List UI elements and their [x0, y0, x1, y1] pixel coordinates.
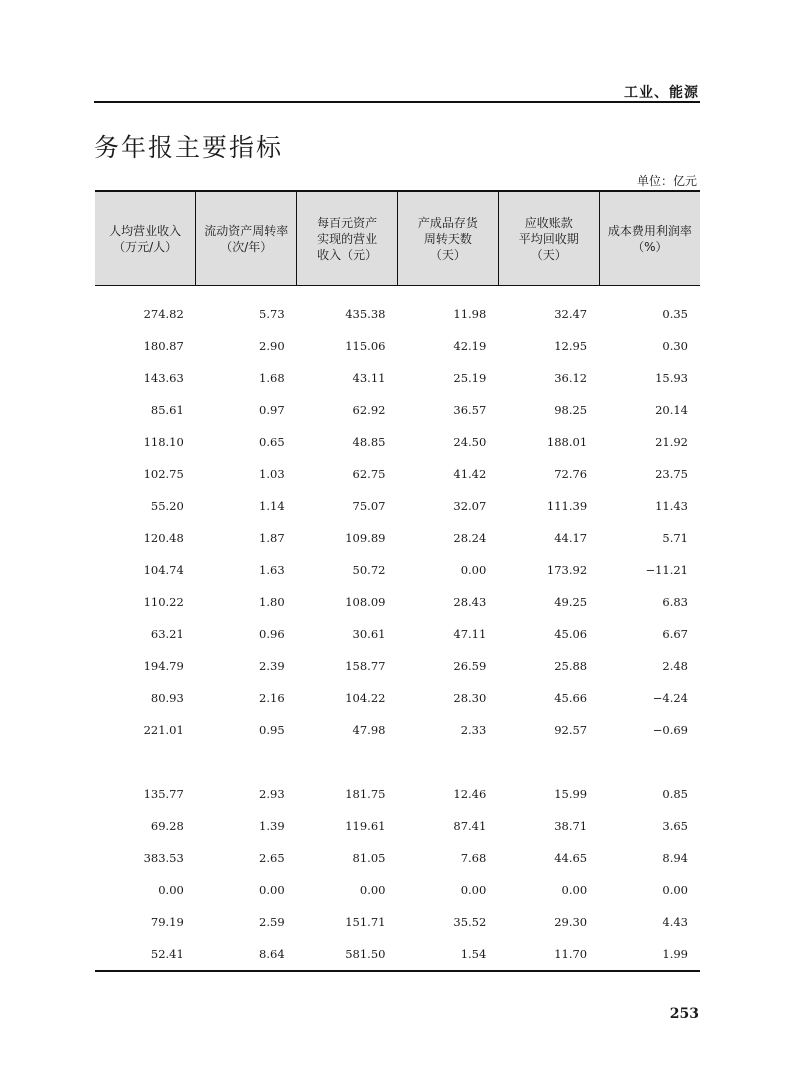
- table-cell: 26.59: [453, 659, 487, 673]
- table-cell: 0.00: [158, 883, 184, 897]
- table-cell: 25.88: [554, 659, 588, 673]
- table-row: [95, 394, 700, 426]
- table-row: [95, 586, 700, 618]
- table-cell: 0.00: [662, 883, 688, 897]
- table-cell: 102.75: [143, 467, 184, 481]
- table-cell: 6.67: [662, 627, 688, 641]
- table-cell: 4.43: [662, 915, 688, 929]
- table-row: [95, 714, 700, 746]
- table-row: [95, 906, 700, 938]
- column-header-line: 流动资产周转率: [204, 223, 289, 238]
- column-header-line: 每百元资产: [317, 215, 378, 230]
- table-cell: 15.93: [655, 371, 688, 385]
- table-cell: 0.00: [460, 883, 487, 897]
- table-row: [95, 874, 700, 906]
- table-cell: 62.75: [352, 467, 386, 481]
- table-cell: 0.30: [662, 339, 688, 353]
- table-row: [95, 650, 700, 682]
- table-cell: 48.85: [352, 435, 386, 449]
- table-cell: 28.30: [453, 691, 487, 705]
- table-cell: 1.39: [259, 819, 285, 833]
- table-cell: 581.50: [345, 947, 386, 961]
- table-cell: 5.73: [259, 307, 285, 321]
- column-header-line: 人均营业收入: [109, 223, 182, 238]
- table-cell: −4.24: [652, 691, 688, 705]
- table-cell: 45.66: [554, 691, 588, 705]
- table-row: [95, 298, 700, 330]
- table-row: [95, 362, 700, 394]
- table-cell: 0.00: [359, 883, 386, 897]
- table-cell: 120.48: [143, 531, 184, 545]
- table-cell: 0.85: [662, 787, 688, 801]
- table-cell: 75.07: [352, 499, 386, 513]
- table-cell: 0.97: [259, 403, 285, 417]
- table-cell: 180.87: [143, 339, 184, 353]
- table-cell: 1.14: [259, 499, 285, 513]
- table-row: [95, 522, 700, 554]
- table-cell: 32.47: [554, 307, 588, 321]
- table-cell: 29.30: [554, 915, 588, 929]
- table-cell: 15.99: [554, 787, 588, 801]
- table-cell: 1.80: [259, 595, 285, 609]
- table-cell: 43.11: [352, 371, 386, 385]
- table-cell: 435.38: [345, 307, 386, 321]
- table-cell: 11.98: [453, 307, 487, 321]
- table-cell: 8.94: [662, 851, 688, 865]
- table-cell: 50.72: [352, 563, 386, 577]
- table-cell: 0.65: [259, 435, 285, 449]
- table-cell: 111.39: [546, 499, 588, 513]
- section-label: 工业、能源: [624, 85, 699, 101]
- table-cell: 80.93: [150, 691, 184, 705]
- table-cell: 41.42: [453, 467, 487, 481]
- column-header-line: （%）: [632, 239, 668, 254]
- table-row: [95, 938, 700, 970]
- table-cell: 2.90: [259, 339, 285, 353]
- table-cell: 45.06: [554, 627, 588, 641]
- table-cell: 35.52: [453, 915, 487, 929]
- table-cell: 38.71: [554, 819, 588, 833]
- table-cell: 36.57: [453, 403, 487, 417]
- column-header-line: （天）: [530, 247, 567, 262]
- table-cell: 0.00: [460, 563, 487, 577]
- table-cell: 119.61: [345, 819, 386, 833]
- table-cell: 158.77: [345, 659, 386, 673]
- column-header-line: 收入（元）: [317, 247, 378, 262]
- column-header-line: （天）: [429, 247, 466, 262]
- table-row: [95, 458, 700, 490]
- table-header-row: [95, 191, 700, 286]
- column-header-line: 应收账款: [524, 215, 573, 230]
- table-cell: 6.83: [662, 595, 688, 609]
- table-row: [95, 682, 700, 714]
- table-cell: 28.43: [453, 595, 487, 609]
- table-cell: 1.54: [460, 947, 487, 961]
- table-cell: 25.19: [453, 371, 487, 385]
- table-row: [95, 778, 700, 810]
- table-cell: 383.53: [143, 851, 184, 865]
- column-header: [498, 191, 599, 286]
- column-header-line: （次/年）: [220, 239, 273, 254]
- table-cell: 8.64: [259, 947, 285, 961]
- table-cell: 2.93: [259, 787, 285, 801]
- column-header-line: 产成品存货: [417, 215, 478, 230]
- table-cell: 0.00: [259, 883, 285, 897]
- table-cell: 79.19: [150, 915, 184, 929]
- table-cell: 0.95: [259, 723, 285, 737]
- table-cell: 49.25: [554, 595, 588, 609]
- table-cell: 143.63: [143, 371, 184, 385]
- table-row: [95, 330, 700, 362]
- column-header: [95, 191, 196, 286]
- table-cell: 98.25: [554, 403, 588, 417]
- column-header-line: 平均回收期: [518, 231, 579, 246]
- table-cell: 5.71: [662, 531, 688, 545]
- table-cell: 12.95: [554, 339, 588, 353]
- table-cell: 188.01: [546, 435, 588, 449]
- table-cell: 92.57: [554, 723, 588, 737]
- table-cell: 2.59: [259, 915, 285, 929]
- table-cell: 0.00: [561, 883, 588, 897]
- table-cell: −0.69: [652, 723, 688, 737]
- table-cell: 1.63: [259, 563, 285, 577]
- column-header: [297, 191, 398, 286]
- column-header: [196, 191, 297, 286]
- table-cell: 110.22: [143, 595, 184, 609]
- table-cell: 2.16: [259, 691, 285, 705]
- table-cell: 0.35: [662, 307, 688, 321]
- table-cell: 21.92: [655, 435, 688, 449]
- table-cell: 135.77: [143, 787, 184, 801]
- table-cell: 0.96: [259, 627, 285, 641]
- table-row: [95, 426, 700, 458]
- table-cell: 63.21: [150, 627, 184, 641]
- table-cell: 181.75: [345, 787, 386, 801]
- indicator-table: [95, 190, 700, 978]
- table-cell: 32.07: [453, 499, 487, 513]
- table-row: [95, 554, 700, 586]
- column-header-line: 周转天数: [423, 231, 472, 246]
- table-cell: 104.74: [143, 563, 184, 577]
- table-cell: 52.41: [150, 947, 184, 961]
- page-number: 253: [669, 1006, 699, 1022]
- table-cell: 44.65: [554, 851, 588, 865]
- header-rule: [94, 101, 700, 103]
- table-cell: 221.01: [143, 723, 184, 737]
- table-cell: 85.61: [150, 403, 184, 417]
- column-header: [599, 191, 700, 286]
- table-cell: 28.24: [453, 531, 487, 545]
- column-header-line: （万元/人）: [113, 239, 178, 254]
- table-cell: 7.68: [460, 851, 487, 865]
- table-cell: −11.21: [645, 563, 688, 577]
- table-cell: 151.71: [345, 915, 386, 929]
- column-header-line: 成本费用利润率: [607, 223, 692, 238]
- table-cell: 1.99: [662, 947, 688, 961]
- table-cell: 72.76: [554, 467, 588, 481]
- footer-rule: [95, 970, 700, 972]
- table-cell: 108.09: [345, 595, 386, 609]
- page-title: 务年报主要指标: [94, 133, 284, 162]
- table-cell: 20.14: [655, 403, 688, 417]
- table-cell: 87.41: [453, 819, 487, 833]
- table-cell: 36.12: [554, 371, 588, 385]
- table-cell: 1.68: [259, 371, 285, 385]
- table-cell: 42.19: [453, 339, 487, 353]
- table-cell: 30.61: [352, 627, 386, 641]
- table-cell: 194.79: [143, 659, 184, 673]
- table-cell: 3.65: [662, 819, 688, 833]
- table-cell: 2.48: [662, 659, 688, 673]
- table-cell: 2.33: [460, 723, 487, 737]
- spacer-row: [95, 286, 700, 299]
- table-cell: 23.75: [655, 467, 688, 481]
- table-cell: 173.92: [546, 563, 588, 577]
- table-cell: 44.17: [554, 531, 588, 545]
- table-row: [95, 490, 700, 522]
- table-cell: 274.82: [143, 307, 184, 321]
- table-cell: 62.92: [352, 403, 386, 417]
- unit-label: 单位：亿元: [636, 174, 697, 188]
- table-row: [95, 810, 700, 842]
- table-cell: 1.03: [259, 467, 285, 481]
- spacer-row: [95, 746, 700, 778]
- table-cell: 1.87: [259, 531, 285, 545]
- column-header: [397, 191, 498, 286]
- table-cell: 81.05: [352, 851, 386, 865]
- table-cell: 104.22: [345, 691, 386, 705]
- table-body: [95, 286, 700, 979]
- table-cell: 109.89: [345, 531, 386, 545]
- table-row: [95, 618, 700, 650]
- table-cell: 55.20: [150, 499, 184, 513]
- table-cell: 118.10: [143, 435, 184, 449]
- table-cell: 115.06: [345, 339, 386, 353]
- table-cell: 24.50: [453, 435, 487, 449]
- table-cell: 47.11: [453, 627, 487, 641]
- table-cell: 11.70: [554, 947, 588, 961]
- table-cell: 47.98: [352, 723, 386, 737]
- table-cell: 2.65: [259, 851, 285, 865]
- indicator-table-container: [95, 190, 700, 978]
- table-cell: 11.43: [655, 499, 688, 513]
- table-cell: 69.28: [150, 819, 184, 833]
- table-cell: 2.39: [259, 659, 285, 673]
- table-cell: 12.46: [453, 787, 487, 801]
- column-header-line: 实现的营业: [317, 231, 378, 246]
- table-row: [95, 842, 700, 874]
